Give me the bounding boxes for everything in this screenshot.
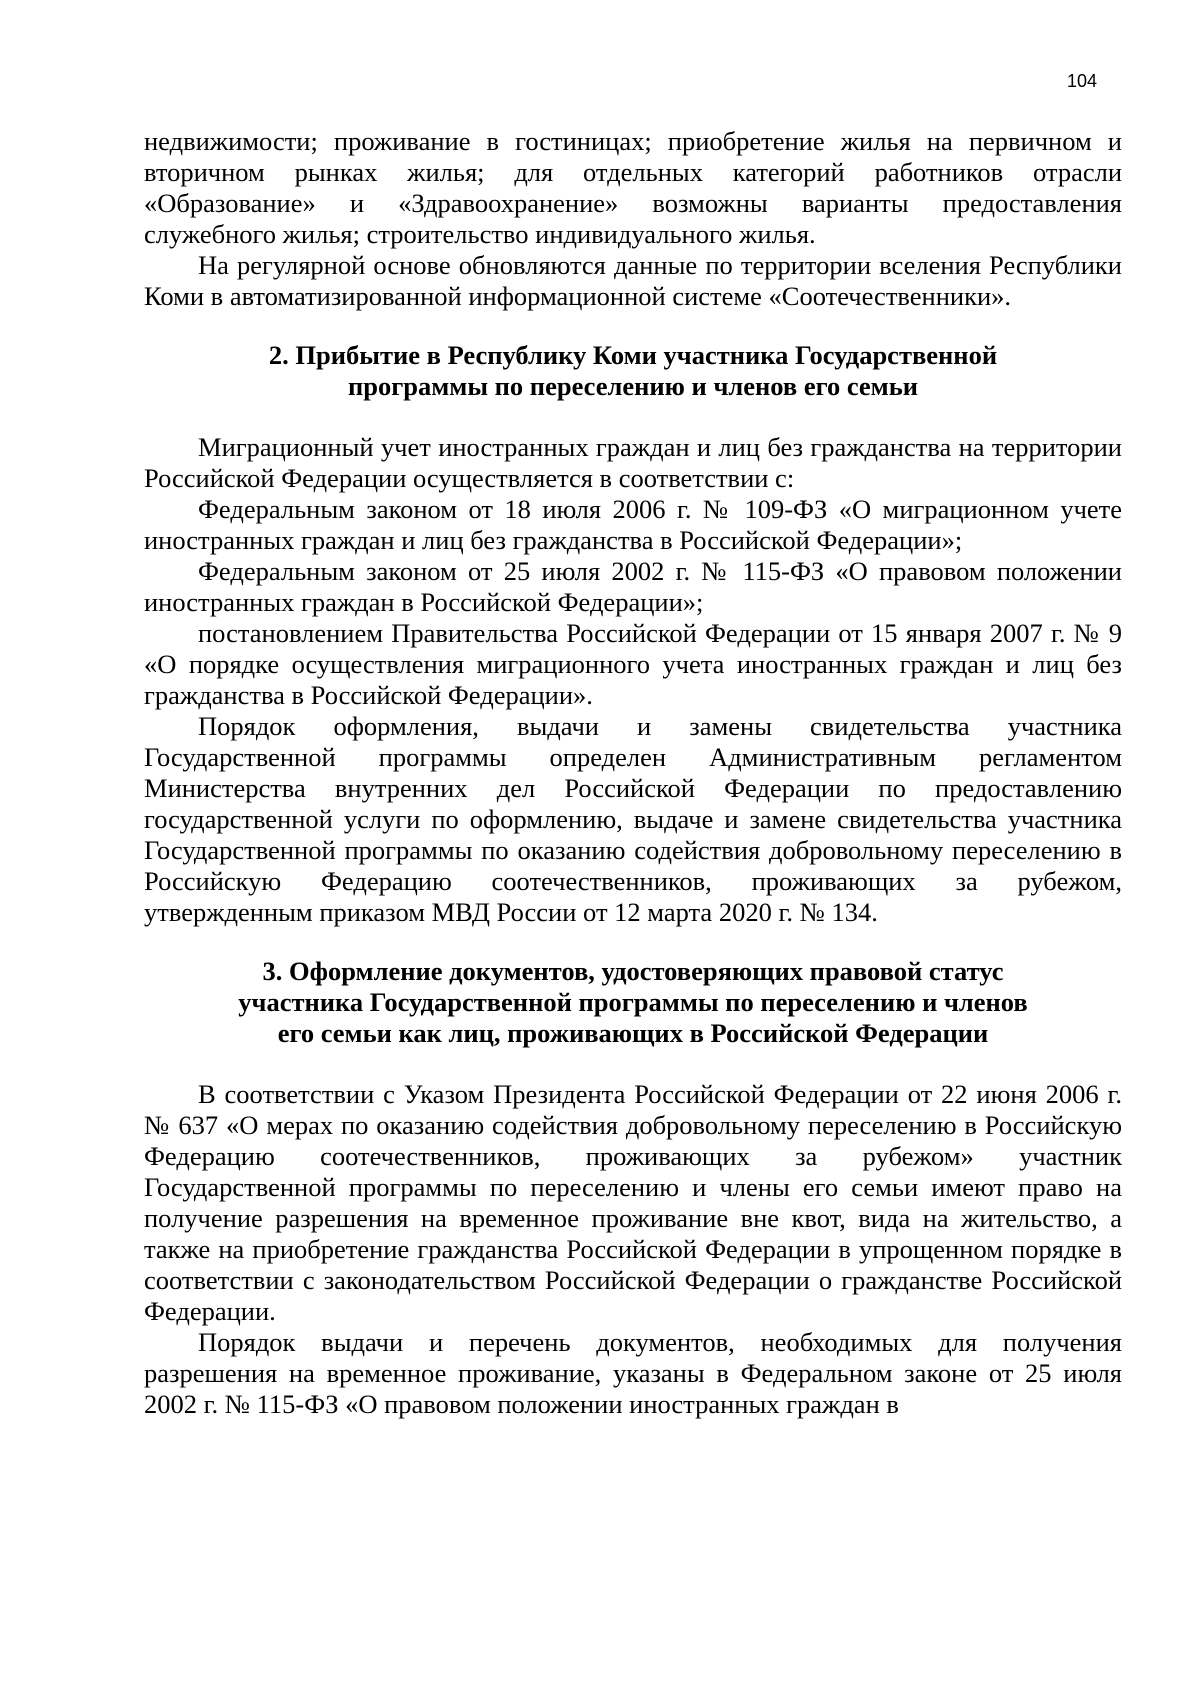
- section-2-paragraph-5: Порядок оформления, выдачи и замены свидетельства участника Государственной программы определен Административным регламентом Министерства внутренних дел Российской Федерации по предоставлению государственной услуги по оформлению, выдаче и замене свидетельства участника Государственной программы по оказанию содействия добровольному переселению в Российскую Федерацию соотечественников, проживающих за рубежом, утвержденным приказом МВД России от 12 марта 2020 г. № 134.: [144, 711, 1122, 927]
- page-number: 104: [1066, 71, 1097, 91]
- intro-paragraph-2: На регулярной основе обновляются данные по территории вселения Республики Коми в автоматизированной информационной системе «Соотечественники».: [144, 250, 1122, 311]
- spacer: [144, 402, 1122, 432]
- document-body: [144, 126, 1122, 1420]
- section-2-paragraph-4: постановлением Правительства Российской Федерации от 15 января 2007 г. № 9 «О порядке осуществления миграционного учета иностранных граждан и лиц без гражданства в Российской Федерации».: [144, 618, 1122, 710]
- section-2-heading-line-2: программы по переселению и членов его семьи: [347, 371, 919, 401]
- section-3-heading-line-1: 3. Оформление документов, удостоверяющих правовой статус: [262, 956, 1004, 986]
- section-2-paragraph-2: Федеральным законом от 18 июля 2006 г. № 109-ФЗ «О миграционном учете иностранных граждан и лиц без гражданства в Российской Федерации»;: [144, 494, 1122, 555]
- section-3-heading: [144, 956, 1122, 1049]
- section-3-paragraph-1: В соответствии с Указом Президента Российской Федерации от 22 июня 2006 г. № 637 «О мерах по оказанию содействия добровольному переселению в Российскую Федерацию соотечественников, проживающих за рубежом» участник Государственной программы по переселению и члены его семьи имеют право на получение разрешения на временное проживание вне квот, вида на жительство, а также на приобретение гражданства Российской Федерации в упрощенном порядке в соответствии с законодательством Российской Федерации о гражданстве Российской Федерации.: [144, 1079, 1122, 1326]
- section-3-heading-line-3: его семьи как лиц, проживающих в Российской Федерации: [277, 1018, 989, 1048]
- section-2-paragraph-1: Миграционный учет иностранных граждан и лиц без гражданства на территории Российской Федерации осуществляется в соответствии с:: [144, 432, 1122, 493]
- section-2-heading: [144, 340, 1122, 402]
- spacer: [144, 928, 1122, 956]
- spacer: [144, 1049, 1122, 1079]
- section-3-heading-line-2: участника Государственной программы по переселению и членов: [238, 987, 1028, 1017]
- spacer: [144, 312, 1122, 340]
- section-3-paragraph-2: Порядок выдачи и перечень документов, необходимых для получения разрешения на временное проживание, указаны в Федеральном законе от 25 июля 2002 г. № 115-ФЗ «О правовом положении иностранных граждан в: [144, 1327, 1122, 1419]
- intro-paragraph-1: недвижимости; проживание в гостиницах; приобретение жилья на первичном и вторичном рынках жилья; для отдельных категорий работников отрасли «Образование» и «Здравоохранение» возможны варианты предоставления служебного жилья; строительство индивидуального жилья.: [144, 126, 1122, 249]
- section-2-paragraph-3: Федеральным законом от 25 июля 2002 г. № 115-ФЗ «О правовом положении иностранных граждан в Российской Федерации»;: [144, 556, 1122, 617]
- section-2-heading-line-1: 2. Прибытие в Республику Коми участника Государственной: [268, 340, 998, 370]
